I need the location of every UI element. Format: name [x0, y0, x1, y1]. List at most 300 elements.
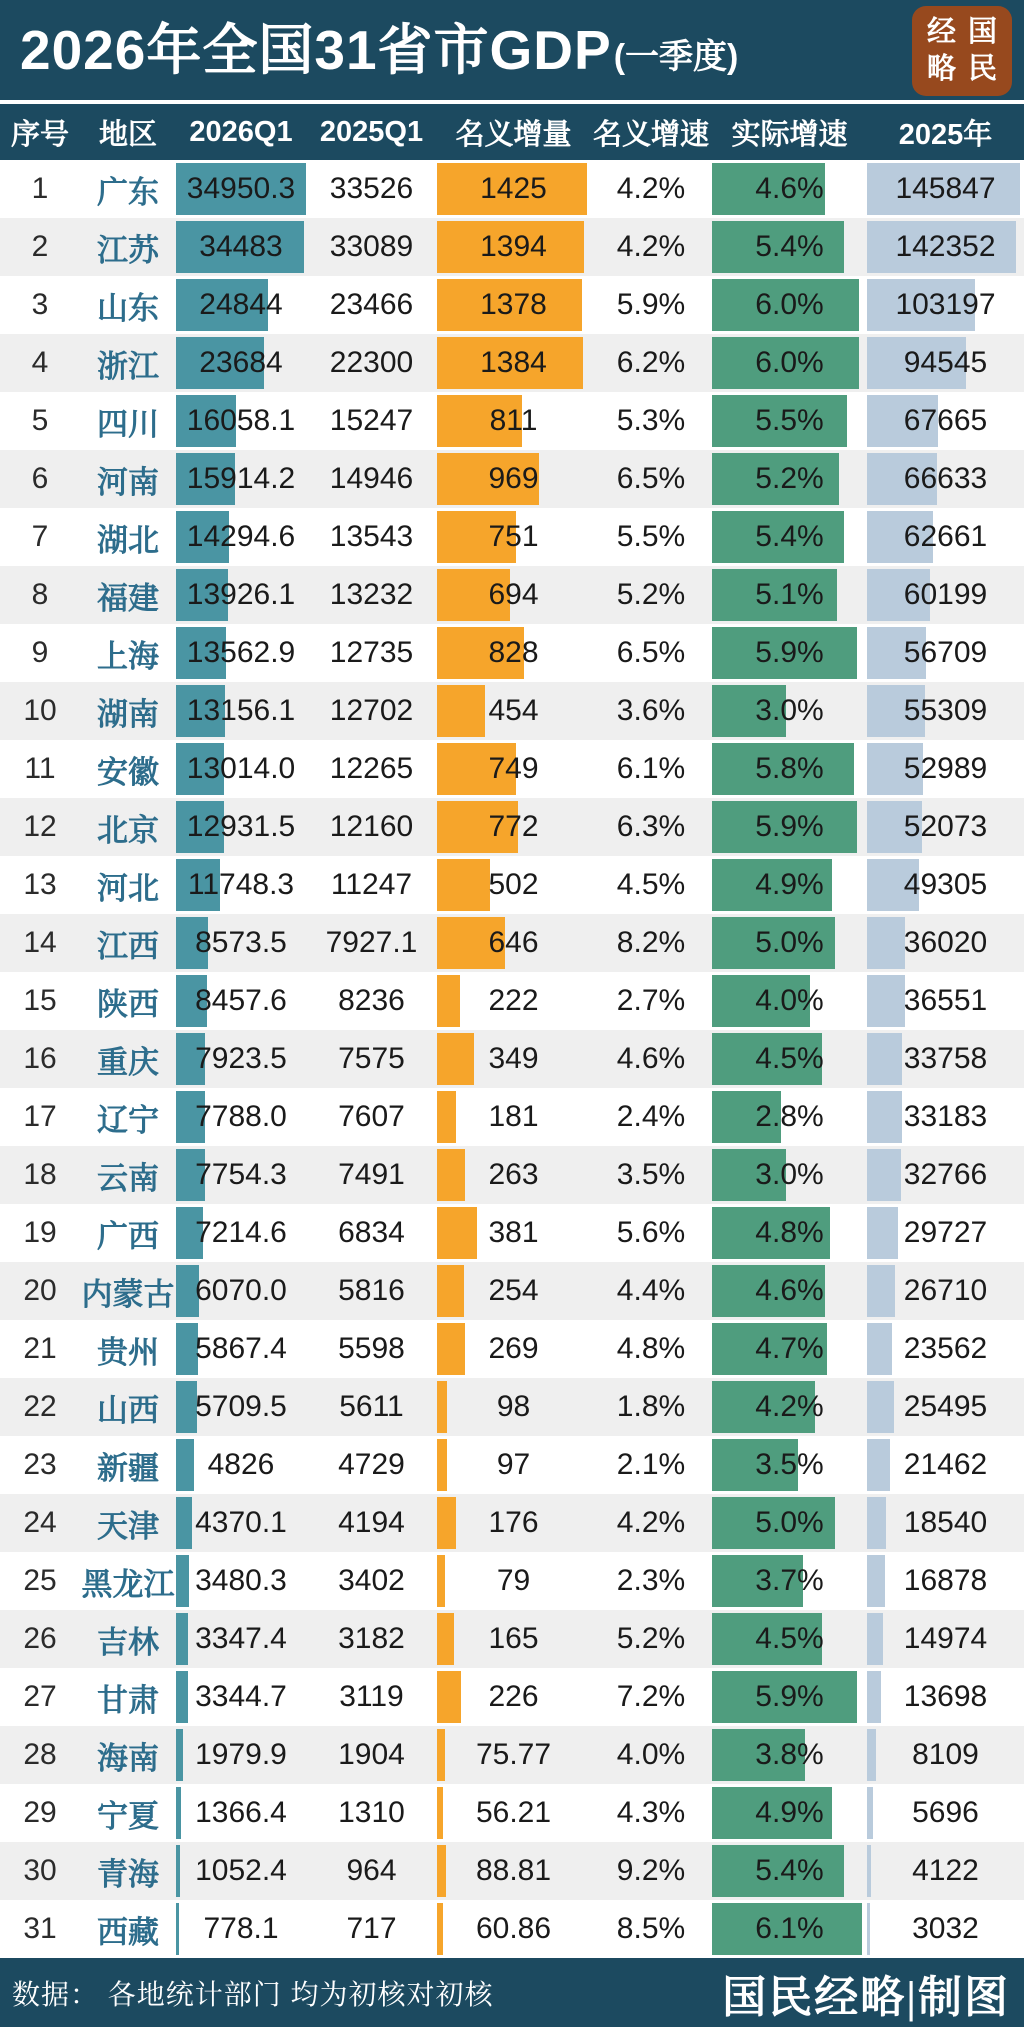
cell-real-growth: 6.0%	[712, 276, 867, 334]
cell-2026q1: 7214.6	[176, 1204, 306, 1262]
cell-nominal-delta: 1384	[437, 334, 590, 392]
cell-rank: 7	[31, 520, 49, 553]
lightblue-value-bar	[867, 1845, 871, 1897]
lightblue-value-bar	[867, 1091, 902, 1143]
cell-region: 广东	[97, 174, 159, 210]
cell-nominal-delta: 165	[437, 1610, 590, 1668]
cell-2026q1: 34483	[176, 218, 306, 276]
header-nominal-growth: 名义增速	[592, 118, 709, 151]
cell-region: 四川	[97, 406, 159, 442]
cell-nominal-growth: 4.2%	[616, 1506, 686, 1539]
cell-nominal-delta: 98	[437, 1378, 590, 1436]
cell-nominal-growth: 6.3%	[616, 810, 686, 843]
table-row	[0, 334, 1024, 392]
cell-2025q1: 33526	[329, 172, 414, 205]
cell-region: 北京	[97, 812, 159, 848]
cell-2026q1: 12931.5	[176, 798, 306, 856]
table-row	[0, 392, 1024, 450]
cell-real-growth: 5.2%	[712, 450, 867, 508]
footer-bar	[0, 1958, 1024, 2027]
lightblue-value-bar	[867, 1323, 892, 1375]
cell-nominal-delta: 811	[437, 392, 590, 450]
cell-2025-total: 33183	[867, 1088, 1024, 1146]
cell-nominal-growth: 8.5%	[616, 1912, 686, 1945]
cell-nominal-delta: 60.86	[437, 1900, 590, 1958]
orange-value-bar	[437, 1207, 477, 1259]
cell-2025q1: 13232	[329, 578, 414, 611]
brand-seal-logo	[912, 6, 1012, 96]
table-row	[0, 1842, 1024, 1900]
cell-2026q1: 1052.4	[176, 1842, 306, 1900]
cell-real-growth: 4.5%	[712, 1610, 867, 1668]
table-row	[0, 1900, 1024, 1958]
cell-real-growth: 6.0%	[712, 334, 867, 392]
cell-real-growth: 5.4%	[712, 508, 867, 566]
cell-rank: 1	[31, 172, 49, 205]
cell-nominal-growth: 4.4%	[616, 1274, 686, 1307]
cell-nominal-delta: 75.77	[437, 1726, 590, 1784]
cell-2026q1: 4370.1	[176, 1494, 306, 1552]
cell-2025-total: 49305	[867, 856, 1024, 914]
table-row	[0, 1204, 1024, 1262]
cell-nominal-growth: 2.1%	[616, 1448, 686, 1481]
cell-real-growth: 2.8%	[712, 1088, 867, 1146]
cell-2025-total: 52073	[867, 798, 1024, 856]
cell-nominal-delta: 1378	[437, 276, 590, 334]
cell-2025-total: 8109	[867, 1726, 1024, 1784]
table-row	[0, 1610, 1024, 1668]
lightblue-value-bar	[867, 917, 905, 969]
page-title: 2026年全国31省市GDP	[20, 18, 612, 81]
cell-region: 新疆	[97, 1450, 159, 1486]
cell-2025q1: 5611	[339, 1390, 404, 1423]
cell-2026q1: 7754.3	[176, 1146, 306, 1204]
cell-2026q1: 16058.1	[176, 392, 306, 450]
table-row	[0, 508, 1024, 566]
table-row	[0, 1494, 1024, 1552]
cell-rank: 13	[23, 868, 57, 901]
cell-2026q1: 13562.9	[176, 624, 306, 682]
cell-2025q1: 964	[346, 1854, 397, 1887]
data-source-note: 数据： 各地统计部门 均为初核对初核	[12, 1978, 494, 2010]
cell-2025q1: 22300	[329, 346, 414, 379]
header-2026q1: 2026Q1	[189, 115, 293, 148]
lightblue-value-bar	[867, 1903, 870, 1955]
cell-nominal-growth: 1.8%	[616, 1390, 686, 1423]
cell-2025-total: 5696	[867, 1784, 1024, 1842]
cell-nominal-growth: 6.5%	[616, 636, 686, 669]
teal-value-bar	[176, 1671, 188, 1723]
table-row	[0, 972, 1024, 1030]
cell-region: 甘肃	[97, 1682, 159, 1718]
cell-2026q1: 3347.4	[176, 1610, 306, 1668]
table-row	[0, 1668, 1024, 1726]
teal-value-bar	[176, 1555, 189, 1607]
header-region: 地区	[98, 118, 157, 151]
cell-nominal-delta: 263	[437, 1146, 590, 1204]
cell-nominal-delta: 749	[437, 740, 590, 798]
cell-nominal-delta: 97	[437, 1436, 590, 1494]
orange-value-bar	[437, 1381, 447, 1433]
cell-nominal-delta: 254	[437, 1262, 590, 1320]
cell-nominal-growth: 5.2%	[616, 578, 686, 611]
cell-2026q1: 5867.4	[176, 1320, 306, 1378]
header-2025-total: 2025年	[898, 118, 993, 151]
cell-nominal-growth: 5.5%	[616, 520, 686, 553]
orange-value-bar	[437, 975, 460, 1027]
cell-2025-total: 36551	[867, 972, 1024, 1030]
lightblue-value-bar	[867, 975, 905, 1027]
teal-value-bar	[176, 1381, 197, 1433]
cell-2026q1: 7788.0	[176, 1088, 306, 1146]
cell-nominal-delta: 646	[437, 914, 590, 972]
table-row	[0, 1030, 1024, 1088]
cell-2025-total: 23562	[867, 1320, 1024, 1378]
lightblue-value-bar	[867, 1497, 886, 1549]
table-row	[0, 682, 1024, 740]
cell-2025q1: 11247	[330, 868, 413, 901]
cell-nominal-delta: 181	[437, 1088, 590, 1146]
cell-2025-total: 60199	[867, 566, 1024, 624]
orange-value-bar	[437, 1149, 465, 1201]
cell-2025q1: 5816	[338, 1274, 405, 1307]
cell-real-growth: 4.2%	[712, 1378, 867, 1436]
cell-2025-total: 52989	[867, 740, 1024, 798]
table-row	[0, 1320, 1024, 1378]
page-title-suffix: (一季度)	[613, 38, 739, 76]
table-row	[0, 624, 1024, 682]
cell-region: 上海	[97, 638, 159, 674]
cell-2025q1: 1904	[338, 1738, 405, 1771]
cell-2025-total: 62661	[867, 508, 1024, 566]
cell-region: 福建	[97, 580, 159, 616]
lightblue-value-bar	[867, 1439, 890, 1491]
cell-region: 安徽	[97, 754, 159, 790]
cell-rank: 8	[31, 578, 49, 611]
cell-real-growth: 4.6%	[712, 1262, 867, 1320]
cell-2025-total: 142352	[867, 218, 1024, 276]
table-row	[0, 1378, 1024, 1436]
cell-real-growth: 4.5%	[712, 1030, 867, 1088]
table-row	[0, 1726, 1024, 1784]
cell-nominal-growth: 7.2%	[616, 1680, 686, 1713]
cell-2025-total: 36020	[867, 914, 1024, 972]
cell-nominal-delta: 176	[437, 1494, 590, 1552]
header-rank: 序号	[10, 118, 69, 151]
title-bar	[0, 0, 1024, 100]
cell-2026q1: 14294.6	[176, 508, 306, 566]
cell-2025q1: 13543	[329, 520, 414, 553]
cell-real-growth: 4.0%	[712, 972, 867, 1030]
cell-rank: 26	[23, 1622, 57, 1655]
orange-value-bar	[437, 859, 490, 911]
cell-region: 宁夏	[97, 1798, 159, 1834]
cell-rank: 5	[31, 404, 49, 437]
cell-region: 内蒙古	[81, 1276, 175, 1312]
cell-2026q1: 3480.3	[176, 1552, 306, 1610]
cell-region: 天津	[97, 1508, 159, 1544]
cell-2026q1: 13926.1	[176, 566, 306, 624]
cell-rank: 12	[23, 810, 57, 843]
teal-value-bar	[176, 1497, 192, 1549]
cell-2025-total: 55309	[867, 682, 1024, 740]
cell-region: 青海	[97, 1856, 159, 1892]
cell-2025q1: 3119	[339, 1680, 404, 1713]
orange-value-bar	[437, 685, 485, 737]
cell-nominal-growth: 5.3%	[616, 404, 686, 437]
logo-left-column: 经 略	[926, 15, 956, 85]
cell-nominal-growth: 4.5%	[616, 868, 686, 901]
cell-nominal-delta: 88.81	[437, 1842, 590, 1900]
cell-rank: 17	[23, 1100, 57, 1133]
orange-value-bar	[437, 1497, 456, 1549]
cell-nominal-delta: 226	[437, 1668, 590, 1726]
table-row	[0, 740, 1024, 798]
cell-2025q1: 12160	[329, 810, 414, 843]
cell-real-growth: 5.0%	[712, 914, 867, 972]
cell-2026q1: 8573.5	[176, 914, 306, 972]
cell-2025-total: 18540	[867, 1494, 1024, 1552]
cell-nominal-growth: 4.0%	[616, 1738, 686, 1771]
cell-2025-total: 26710	[867, 1262, 1024, 1320]
table-row	[0, 1784, 1024, 1842]
cell-2026q1: 1979.9	[176, 1726, 306, 1784]
table-row	[0, 1436, 1024, 1494]
table-row	[0, 1088, 1024, 1146]
lightblue-value-bar	[867, 1671, 881, 1723]
cell-rank: 14	[23, 926, 57, 959]
cell-region: 江苏	[97, 232, 159, 268]
cell-2025q1: 717	[346, 1912, 397, 1945]
cell-2025-total: 16878	[867, 1552, 1024, 1610]
cell-2026q1: 4826	[176, 1436, 306, 1494]
cell-2026q1: 15914.2	[176, 450, 306, 508]
cell-real-growth: 4.7%	[712, 1320, 867, 1378]
cell-2025q1: 7927.1	[325, 926, 418, 959]
orange-value-bar	[437, 1845, 446, 1897]
cell-nominal-growth: 5.2%	[616, 1622, 686, 1655]
cell-nominal-growth: 5.6%	[616, 1216, 686, 1249]
cell-real-growth: 5.8%	[712, 740, 867, 798]
cell-region: 广西	[97, 1218, 159, 1254]
cell-2026q1: 3344.7	[176, 1668, 306, 1726]
cell-region: 重庆	[97, 1044, 159, 1080]
cell-real-growth: 4.8%	[712, 1204, 867, 1262]
cell-real-growth: 5.5%	[712, 392, 867, 450]
cell-rank: 23	[23, 1448, 57, 1481]
cell-nominal-growth: 2.3%	[616, 1564, 686, 1597]
cell-rank: 21	[23, 1332, 57, 1365]
credit-signature: 国民经略|制图	[722, 1972, 1010, 2022]
cell-rank: 6	[31, 462, 49, 495]
cell-rank: 3	[31, 288, 49, 321]
cell-real-growth: 5.9%	[712, 1668, 867, 1726]
cell-nominal-delta: 502	[437, 856, 590, 914]
cell-nominal-growth: 8.2%	[616, 926, 686, 959]
cell-rank: 16	[23, 1042, 57, 1075]
cell-nominal-delta: 828	[437, 624, 590, 682]
cell-2025q1: 12265	[329, 752, 414, 785]
cell-real-growth: 6.1%	[712, 1900, 867, 1958]
header-2025q1: 2025Q1	[319, 115, 424, 148]
orange-value-bar	[437, 1787, 443, 1839]
logo-right-column: 国 民	[968, 15, 998, 85]
cell-region: 浙江	[97, 348, 159, 384]
cell-nominal-delta: 454	[437, 682, 590, 740]
cell-2025q1: 15247	[329, 404, 414, 437]
teal-value-bar	[176, 1903, 179, 1955]
cell-2025-total: 21462	[867, 1436, 1024, 1494]
cell-2025q1: 6834	[338, 1216, 405, 1249]
table-row	[0, 276, 1024, 334]
cell-region: 山西	[97, 1392, 159, 1428]
cell-rank: 10	[23, 694, 57, 727]
cell-2025q1: 8236	[338, 984, 405, 1017]
cell-rank: 20	[23, 1274, 57, 1307]
cell-2026q1: 8457.6	[176, 972, 306, 1030]
cell-rank: 27	[23, 1680, 57, 1713]
cell-2025q1: 23466	[329, 288, 414, 321]
cell-nominal-growth: 3.5%	[616, 1158, 686, 1191]
cell-rank: 25	[23, 1564, 57, 1597]
cell-nominal-delta: 56.21	[437, 1784, 590, 1842]
cell-2026q1: 7923.5	[176, 1030, 306, 1088]
table-row	[0, 1262, 1024, 1320]
cell-nominal-delta: 694	[437, 566, 590, 624]
cell-nominal-growth: 4.2%	[616, 172, 686, 205]
cell-rank: 15	[23, 984, 57, 1017]
cell-region: 吉林	[97, 1624, 159, 1660]
lightblue-value-bar	[867, 1613, 883, 1665]
cell-2026q1: 13014.0	[176, 740, 306, 798]
lightblue-value-bar	[867, 1555, 885, 1607]
cell-2026q1: 6070.0	[176, 1262, 306, 1320]
cell-real-growth: 5.9%	[712, 624, 867, 682]
orange-value-bar	[437, 1903, 443, 1955]
cell-2026q1: 23684	[176, 334, 306, 392]
cell-2025q1: 3182	[338, 1622, 405, 1655]
cell-nominal-delta: 381	[437, 1204, 590, 1262]
cell-nominal-growth: 6.5%	[616, 462, 686, 495]
cell-region: 海南	[97, 1740, 159, 1776]
cell-2026q1: 5709.5	[176, 1378, 306, 1436]
cell-real-growth: 4.6%	[712, 160, 867, 218]
cell-2025q1: 7491	[338, 1158, 405, 1191]
cell-region: 山东	[97, 290, 159, 326]
lightblue-value-bar	[867, 1033, 902, 1085]
cell-nominal-growth: 4.6%	[616, 1042, 686, 1075]
cell-region: 河南	[97, 464, 159, 500]
cell-region: 贵州	[97, 1334, 159, 1370]
orange-value-bar	[437, 1265, 464, 1317]
cell-2026q1: 24844	[176, 276, 306, 334]
cell-2025q1: 14946	[329, 462, 414, 495]
teal-value-bar	[176, 1787, 181, 1839]
cell-2025q1: 7607	[338, 1100, 405, 1133]
cell-nominal-delta: 349	[437, 1030, 590, 1088]
cell-nominal-delta: 751	[437, 508, 590, 566]
cell-2025-total: 3032	[867, 1900, 1024, 1958]
orange-value-bar	[437, 1671, 461, 1723]
table-row	[0, 1146, 1024, 1204]
cell-real-growth: 5.4%	[712, 1842, 867, 1900]
cell-2025-total: 13698	[867, 1668, 1024, 1726]
cell-2025-total: 33758	[867, 1030, 1024, 1088]
cell-rank: 28	[23, 1738, 57, 1771]
cell-2025-total: 145847	[867, 160, 1024, 218]
orange-value-bar	[437, 1613, 454, 1665]
cell-real-growth: 5.4%	[712, 218, 867, 276]
cell-2025q1: 12702	[329, 694, 414, 727]
cell-real-growth: 3.0%	[712, 682, 867, 740]
cell-nominal-delta: 222	[437, 972, 590, 1030]
cell-real-growth: 3.0%	[712, 1146, 867, 1204]
cell-region: 河北	[97, 870, 159, 906]
cell-2026q1: 34950.3	[176, 160, 306, 218]
cell-region: 江西	[97, 928, 159, 964]
table-header-row	[0, 104, 1024, 160]
cell-region: 湖北	[97, 522, 159, 558]
cell-2025-total: 29727	[867, 1204, 1024, 1262]
cell-real-growth: 3.7%	[712, 1552, 867, 1610]
cell-2025q1: 1310	[338, 1796, 405, 1829]
cell-rank: 4	[31, 346, 49, 379]
orange-value-bar	[437, 1323, 465, 1375]
cell-real-growth: 5.9%	[712, 798, 867, 856]
cell-nominal-delta: 772	[437, 798, 590, 856]
cell-rank: 31	[23, 1912, 57, 1945]
orange-value-bar	[437, 1555, 445, 1607]
orange-value-bar	[437, 1091, 456, 1143]
cell-nominal-delta: 1394	[437, 218, 590, 276]
cell-region: 陕西	[97, 986, 159, 1022]
teal-value-bar	[176, 1729, 183, 1781]
table-row	[0, 798, 1024, 856]
cell-nominal-growth: 4.3%	[616, 1796, 686, 1829]
cell-2025q1: 4194	[338, 1506, 405, 1539]
cell-2025-total: 66633	[867, 450, 1024, 508]
cell-nominal-growth: 6.2%	[616, 346, 686, 379]
cell-2026q1: 1366.4	[176, 1784, 306, 1842]
cell-region: 西藏	[97, 1914, 159, 1950]
cell-nominal-growth: 9.2%	[616, 1854, 686, 1887]
cell-2026q1: 778.1	[176, 1900, 306, 1958]
cell-2025q1: 33089	[329, 230, 414, 263]
table-row	[0, 1552, 1024, 1610]
cell-rank: 29	[23, 1796, 57, 1829]
cell-rank: 24	[23, 1506, 57, 1539]
cell-real-growth: 4.9%	[712, 1784, 867, 1842]
cell-rank: 2	[31, 230, 49, 263]
cell-real-growth: 3.5%	[712, 1436, 867, 1494]
lightblue-value-bar	[867, 1149, 901, 1201]
teal-value-bar	[176, 1845, 180, 1897]
table-row	[0, 856, 1024, 914]
cell-rank: 18	[23, 1158, 57, 1191]
cell-2025q1: 12735	[329, 636, 414, 669]
cell-region: 湖南	[97, 696, 159, 732]
cell-rank: 19	[23, 1216, 57, 1249]
orange-value-bar	[437, 1439, 447, 1491]
cell-region: 云南	[97, 1160, 159, 1196]
cell-nominal-growth: 2.4%	[616, 1100, 686, 1133]
orange-value-bar	[437, 1033, 474, 1085]
cell-nominal-growth: 2.7%	[616, 984, 686, 1017]
cell-nominal-delta: 969	[437, 450, 590, 508]
cell-rank: 22	[23, 1390, 57, 1423]
cell-nominal-delta: 1425	[437, 160, 590, 218]
header-nominal-delta: 名义增量	[455, 118, 572, 151]
